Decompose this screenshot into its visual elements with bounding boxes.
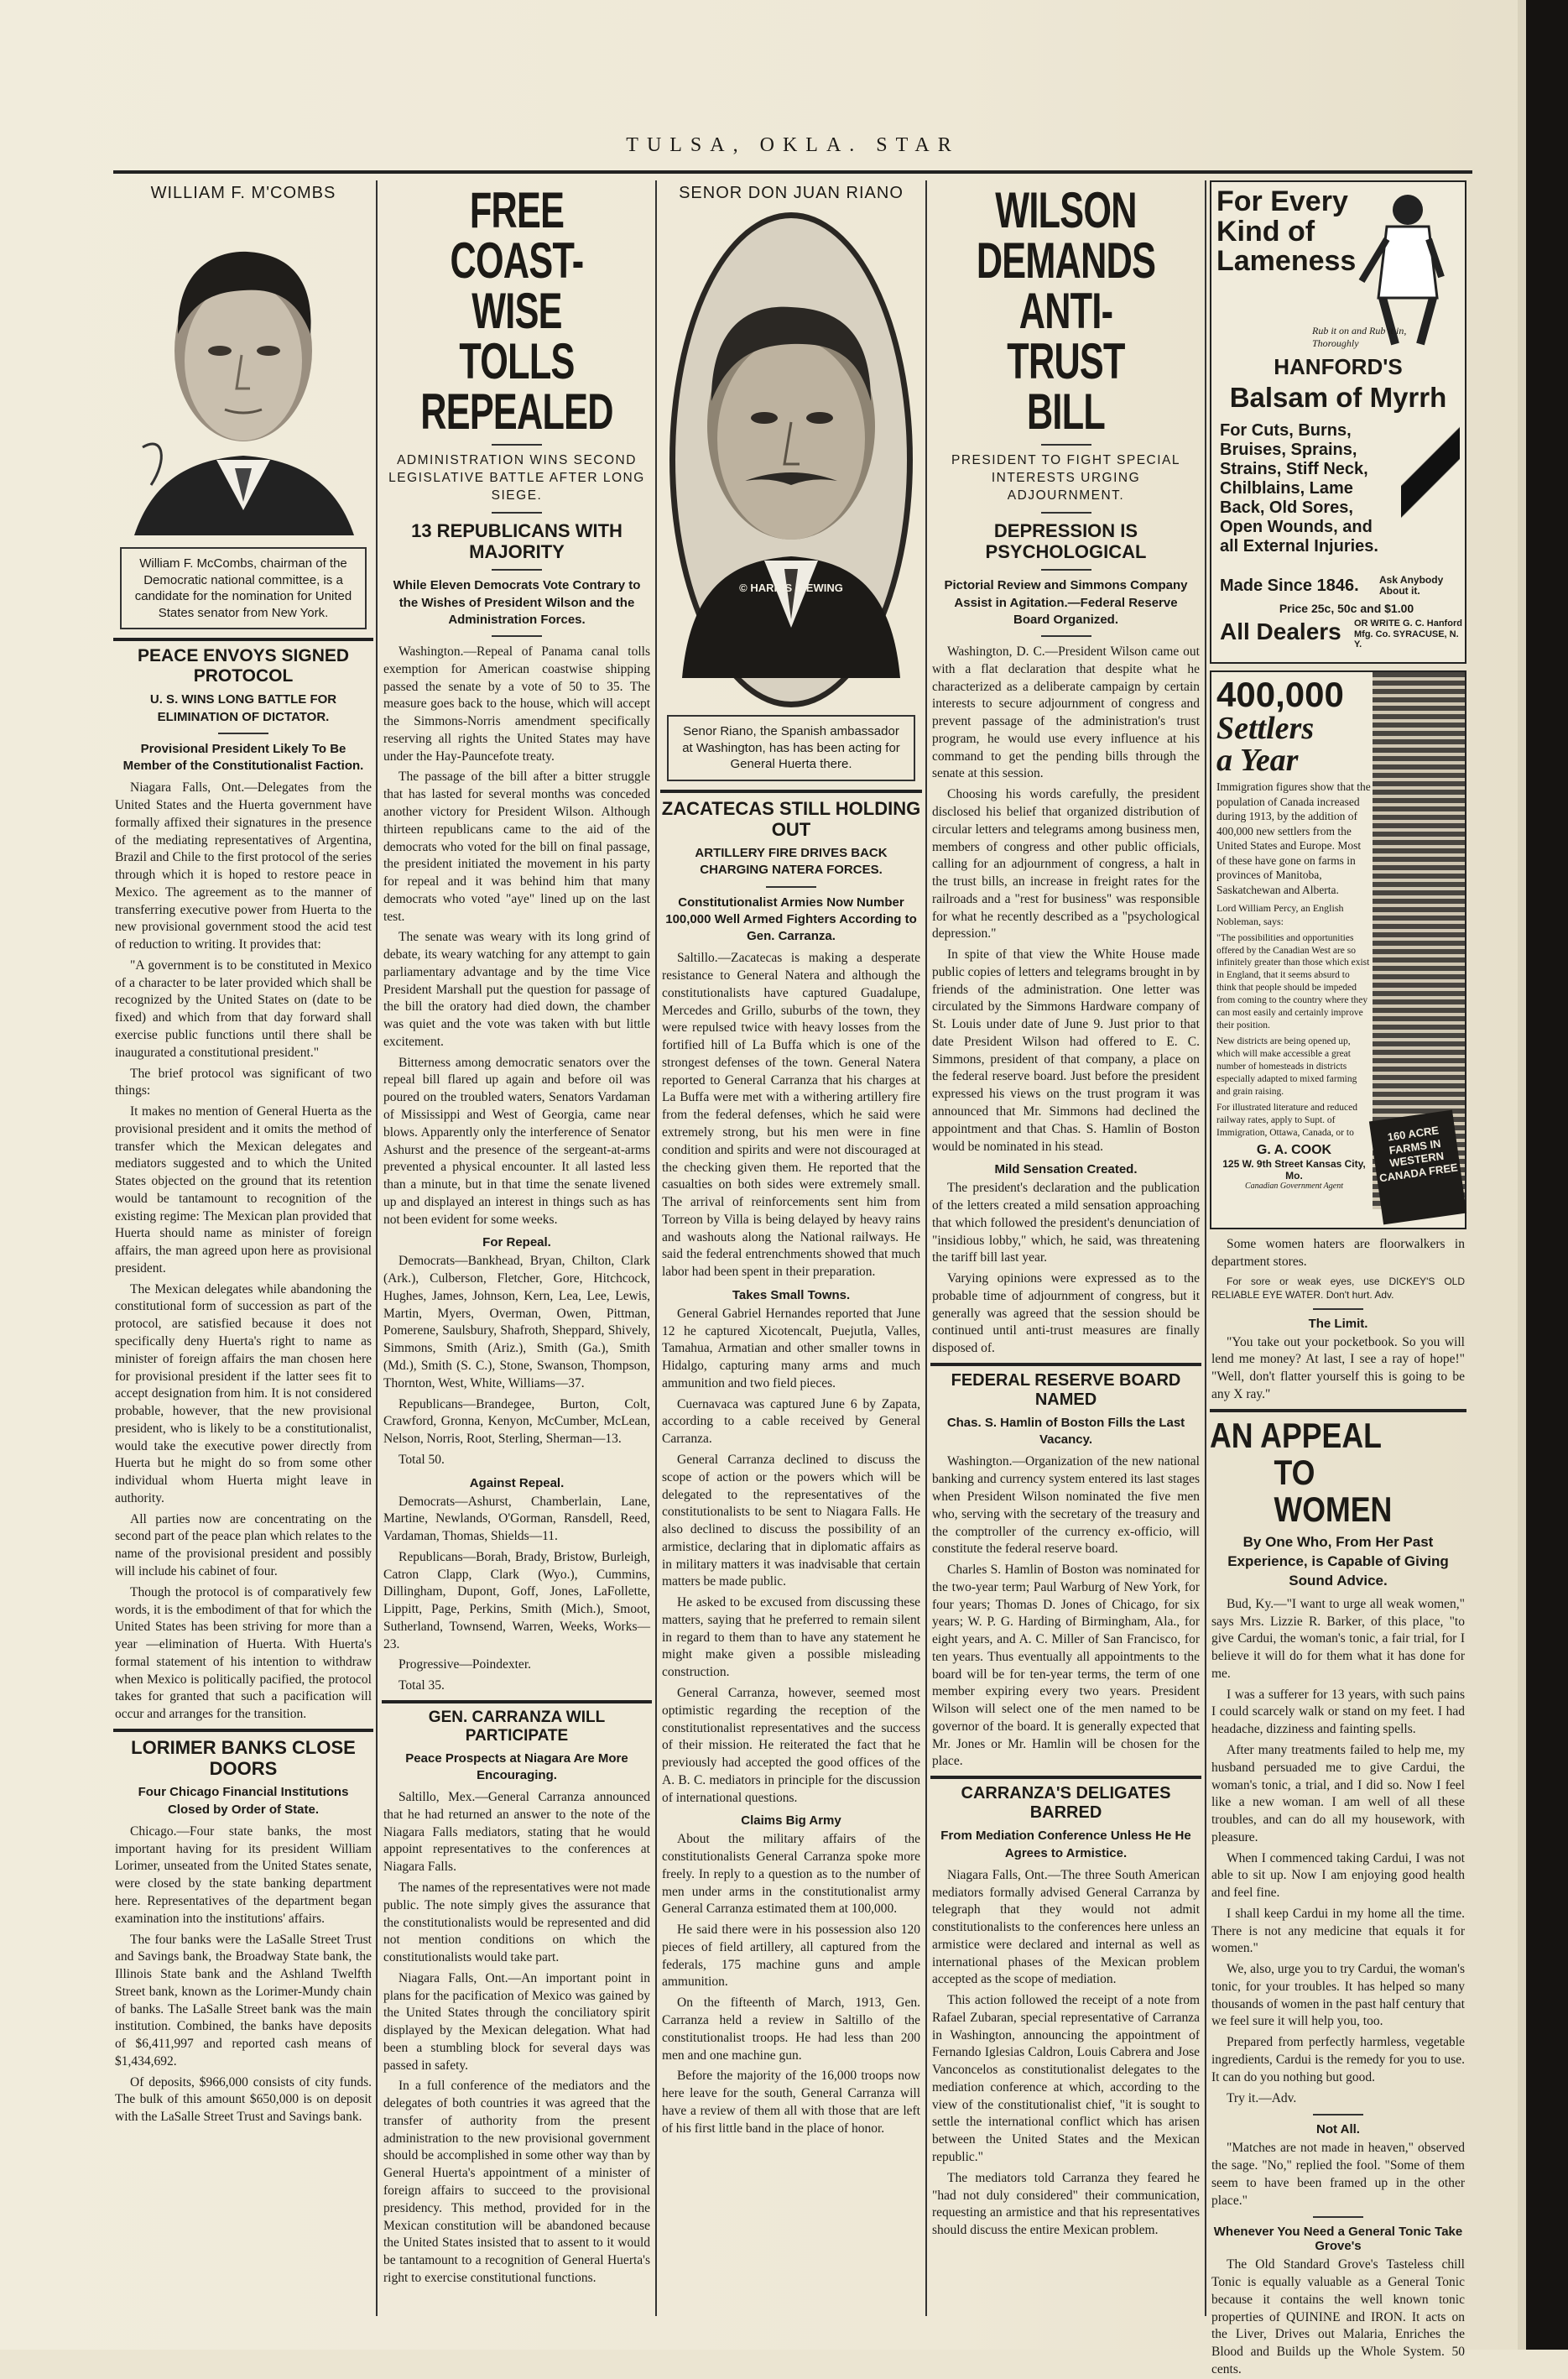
deck: Four Chicago Financial Institutions Closed by Order of State. [138,1785,349,1817]
paragraph: The four banks were the LaSalle Street Trust and Savings bank, the Broadway State bank, the Illinois State bank and the Ashland Twelfth Street bank, known as the Lorimer-Mundy chain of banks. The LaSalle Street bank was the main institution. Combined, the banks have deposits of $6,411,997 and reported cash means of $1,434,692. [115,1932,372,2069]
paragraph: Progressive—Poindexter. [399,1657,531,1672]
column-3 [660,180,922,2324]
headline: PEACE ENVOYS SIGNED PROTOCOL [137,646,350,686]
paragraph: Of deposits, $966,000 consists of city funds. The bulk of this amount $650,000 is on deposit with the LaSalle Street Trust and Savings bank. [115,2074,372,2125]
headline: TOLLS REPEALED [420,333,613,440]
deck-rule [492,569,542,571]
subheading: Whenever You Need a General Tonic Take Grove's [1213,2225,1463,2254]
paragraph: General Carranza declined to discuss the scope of action or the powers which will be delegated to the representatives of the constitutionalists to be sent to Niagara Falls. He also declined to discuss the possibility of an armistice, declaring that in diplomatic affairs as in military matters it was inadvisable that certain matters be made public. [662,1453,920,1589]
paragraph: The passage of the bill after a bitter struggle that has lasted for several months was conceded another victory for President Wilson. Although thirteen republicans came to the aid of the democrats who voted for the bill on final passage, the president initiated the movement in his party for repeal and it was behind him that many democrats who voted "aye" lined up on the last test. [383,770,650,924]
paragraph: Total 50. [399,1452,445,1467]
portrait-riano-frame [665,208,917,712]
paragraph: The senate was weary with its long grind of debate, its weary watching for any attempt to gain parliamentary advantage and by the time Vice President Marshall put the question for passage of the bill the oratory had died down, the chamber was quiet and the vote was taken with but little excitement. [383,930,650,1049]
paragraph: General Carranza, however, seemed most optimistic regarding the reception of the constitutionalist representatives and the success of their mission. He reiterated the fact that he previously had accepted the good offices of the A. B. C. mediators in principle for the discussion of international questions. [662,1685,920,1805]
deck-rule [1041,569,1091,571]
subheading: For Repeal. [482,1235,551,1250]
ad-govt: Canadian Government Agent [1244,1181,1344,1191]
ad-text: "The possibilities and opportunities offered by the Canadian West are so infinitely greater than those which exist in England, that it seems absurd to think that people should be impeded from coming to the country where they can most easily and certainly improve their position. [1216,932,1370,1031]
headline: WILSON DEMANDS [976,182,1156,289]
paragraph: In spite of that view the White House made public copies of letters and telegrams brought in by friends of the administration. One letter was circulated by the Simmons Hardware company of St. Louis under date of June 9. Just prior to that date President Wilson had offered to E. C. Simmons, president of that company, a place on the federal reserve board. Just before the president expressed his views on the trust program it was announced that Mr. Simmons had declined the appointment and that Chas. S. Hamlin of Boston would be nominated in his stead. [932,947,1200,1154]
ad-text: For illustrated literature and reduced railway rates, apply to Supt. of Immigration, Ottawa, Canada, or to [1216,1102,1357,1138]
paragraph: The names of the representatives were not made public. The note simply gives the assurance that the constitutionalists would be represented and did not mention conditions on which the constitutionalists would take part. [383,1881,650,1965]
ad-tagline: Rub it on and Rub it in, Thoroughly [1312,325,1407,349]
page-tear [1518,0,1526,2350]
paragraph: "A government is to be constituted in Mexico of a character to be later provided which shall be recognized by the United States on (date to be fixed) and which from that day forward shall exercise public functions until there shall be inaugurated a constitutional president." [115,957,372,1060]
paragraph: The Old Standard Grove's Tasteless chill Tonic is equally valuable as a General Tonic because it contains the well known tonic properties of QUININE and IRON. It acts on the Liver, Drives out Malaria, Enriches the Blood and Builds up the Whole System. 50 cents. [1211,2257,1465,2376]
ad-heading: For Every [1216,185,1348,217]
column-rule [925,180,927,2316]
deck: Pictorial Review and Simmons Company Assist in Agitation.—Federal Reserve Board Organized. [944,578,1188,627]
deck: Provisional President Likely To Be Member of the Constitutionalist Faction. [122,741,364,774]
ad-dealers: All Dealers [1220,618,1341,644]
deck-rule [1041,635,1091,637]
section-rule [113,1729,373,1732]
masthead-rule [113,170,1472,174]
portrait-label: SENOR DON JUAN RIANO [679,184,904,202]
deck: While Eleven Democrats Vote Contrary to the Wishes of President Wilson and the Administration Forces. [393,578,641,627]
ad-agent: G. A. COOK [1256,1142,1332,1157]
bottle-icon [1401,421,1460,522]
paragraph: The brief protocol was significant of two things: [115,1066,372,1098]
paragraph: Saltillo, Mex.—General Carranza announced that he had returned an answer to the note of the Niagara Falls mediators, stating that he would appoint representatives to the conferences at Niagara Falls. [383,1790,650,1875]
ad-heading: Kind of [1216,215,1315,248]
deck: Constitutionalist Armies Now Number 100,000 Well Armed Fighters According to Gen. Carranza. [665,895,917,944]
section-rule [660,790,922,793]
section-rule [930,1363,1201,1366]
paragraph: Saltillo.—Zacatecas is making a desperate resistance to General Natera and although the constitutionalists have captured Guadalupe, Mercedes and Grillo, suburbs of the town, they were repulsed twice with heavy losses from the fortified hill of La Buffa which is one of the strongest defenses of the town. General Natera reported to General Carranza that his charges at La Buffa were met with a withering artillery fire from the federal defenses, which he said were extremely strong, but his men were in fine condition and spirits and were not discouraged at the checking given them. He reported that the casualties on both sides were extremely small. The arrival of reinforcements sent him from Torreon by Villa is being delayed by heavy rains and washouts along the National railways. He said the federal entrenchments showed that much labor had been spent in their preparation. [662,951,920,1280]
deck-rule [1313,1308,1363,1310]
article-body [1211,1596,1465,2107]
ad-uses: For Cuts, Burns, Bruises, Sprains, Strains, Stiff Neck, Chilblains, Lame Back, Old Sores, Open Wounds, and all External Injuries. [1220,421,1378,556]
photo-credit: © HARRIS & EWING [739,582,843,594]
paragraph: He asked to be excused from discussing these matters, saying that he preferred to remain silent in regard to them than to have any statement he might make given a possible misleading construction. [662,1595,920,1680]
subheading: The Limit. [1308,1316,1368,1331]
article-body [1211,1334,1465,1404]
paragraph: Charles S. Hamlin of Boston was nominated for the two-year term; Paul Warburg of New York, for four years; Thomas D. Jones of Chicago, for six years; W. P. G. Harding of Birmingham, Ala., for eight years, and A. C. Miller of San Francisco, for ten years. Thus eventually all appointments to the board will be for ten-year terms, the term of one member expiring every two years. President Wilson will select one of the men named to be governor of the board. It is generally expected that Mr. Jones or Mr. Hamlin will be chosen for the place. [932,1563,1200,1769]
paragraph: Total 35. [399,1678,445,1693]
article-body [932,644,1200,1156]
paragraph: Try it.—Adv. [1227,2090,1297,2105]
article-body [932,1453,1200,1771]
appeal-headline: TO WOMEN [1274,1452,1393,1529]
deck-rule [218,733,268,734]
ad-text: New districts are being opened up, which will make accessible a great number of homesteads in districts especially adapted to mixed farming and grain raising. [1216,1036,1357,1097]
paragraph: I was a sufferer for 13 years, with such pains I could scarcely walk or stand on my feet. I had headache, dizziness and fainting spells. [1211,1687,1465,1737]
column-rule [655,180,657,2316]
article-body [1211,2140,1465,2209]
section-rule [930,1776,1201,1779]
hanfords-ad [1210,180,1466,664]
portrait-caption: William F. McCombs, chairman of the Democratic national committee, is a candidate for the nomination for United States senator from New York. [120,547,367,629]
appeal-headline: AN APPEAL [1210,1415,1382,1455]
paragraph: Washington, D. C.—President Wilson came out with a flat declaration that despite what he characterized as a deliberate campaign by certain interests to secure adjournment of congress and prevent passage of the administration's trust program, he would use every influence at his command to get the pending bills through the senate at this session. [932,644,1200,781]
paragraph: It makes no mention of General Huerta as the provisional president and it omits the method of transfer which the Mexican delegates and mediators suggested and to which the United States objected on the ground that its retention would be tantamount to recognition of the existing regime: The Mexican plan provided that Huerta should name as minister of foreign affairs, the man agreed upon here as provisional president. [115,1104,372,1276]
column-4 [930,180,1201,2324]
ad-address: 125 W. 9th Street Kansas City, Mo. [1222,1157,1366,1182]
paragraph: Choosing his words carefully, the president disclosed his belief that organized distribution of circular letters and telegrams among business men, members of congress and other public officials, calling for an adjournment of congress, a halt in the trust bills, an increase in freight rates for the railroads and a "rest for business" was responsible for what he recently described as a "psychological depression." [932,787,1200,942]
paragraph: The president's declaration and the publication of the letters created a mild sensation approaching that which followed the president's denunciation of "insidious lobby," which, he said, was threatening the tariff bill last year. [932,1181,1200,1265]
section-rule [113,638,373,641]
paragraph: Bud, Ky.—"I want to urge all weak women," says Mrs. Lizzie R. Barker, of this place, "to give Cardui, the woman's tonic, a fair trial, for I believe it will do for them what it has done for me. [1211,1596,1465,1681]
deck: ADMINISTRATION WINS SECOND LEGISLATIVE BATTLE AFTER LONG SIEGE. [388,453,645,503]
headline: CARRANZA'S DELIGATES BARRED [961,1784,1171,1823]
deck: Peace Prospects at Niagara Are More Encouraging. [405,1750,628,1782]
paragraph: Washington.—Repeal of Panama canal tolls exemption for American coastwise shipping passed the senate by a vote of 50 to 35. The measure goes back to the house, which will accept the Simmons-Norris amendment specifically reserving all rights the United States may have under the Hay-Pauncefote treaty. [383,644,650,764]
column-2 [382,180,652,2324]
deck: ARTILLERY FIRE DRIVES BACK CHARGING NATERA FORCES. [695,846,888,878]
ad-ask: Ask Anybody About it. [1379,574,1444,597]
portrait-caption: Senor Riano, the Spanish ambassador at Washington, has has been acting for General Huerta there. [667,715,915,781]
paragraph: Washington.—Organization of the new national banking and currency system entered its last stages when President Wilson nominated the five men who, serving with the secretary of the treasury and the comptroller of the currency ex-officio, will constitute the federal reserve board. [932,1454,1200,1557]
ad-text: Immigration figures show that the population of Canada increased during 1913, by the addition of 400,000 new settlers from the United States and Europe. Most of these have gone on farms in provinces of Manitoba, Saskatchewan and Alberta. [1216,780,1371,896]
column-1 [113,180,373,2324]
article-body [932,1180,1200,1358]
deck-rule [492,635,542,637]
headline: GEN. CARRANZA WILL PARTICIPATE [428,1708,606,1745]
paragraph: "Matches are not made in heaven," observed the sage. "No," replied the fool. "Some of them seem to have been framed up in the other place." [1211,2141,1465,2208]
paragraph: Niagara Falls, Ont.—The three South American mediators formally advised General Carranza by telegraph that they would not admit constitutionalists to the conferences here unless an armistice were declared and internal as well as international phases of the Mexican problem accepted as the scope of mediation. [932,1867,1200,1987]
ad-text: Lord William Percy, an English Nobleman, says: [1216,902,1344,927]
ad-maker: OR WRITE G. C. Hanford Mfg. Co. SYRACUSE, N. Y. [1354,618,1462,650]
paragraph: After many treatments failed to help me, my husband persuaded me to give Cardui, the woman's tonic, a trial, and I did so. Now I feel like a new woman. I am well of all these troubles, and can do all my housework, with pleasure. [1211,1742,1465,1844]
column-rule [1205,180,1206,2316]
paragraph: Chicago.—Four state banks, the most important having for its president William Lorimer, unseated from the United States senate, were closed by the state banking department here. Representatives of the department began examination into the institutions' affairs. [115,1823,372,1926]
paragraph: Prepared from perfectly harmless, vegetable ingredients, Cardui is the remedy for you to use. It can do you nothing but good. [1211,2035,1465,2084]
ad-heading: 400,000 [1216,675,1344,714]
paragraph: The mediators told Carranza they feared he "had not duly considered" their communication, requesting an armistice and that his representatives should discuss the entire Mexican problem. [932,2170,1200,2238]
paragraph: This action followed the receipt of a note from Rafael Zubaran, special representative of Carranza in Washington, announcing the appointment of Fernando Iglesias Caldron, Louis Cabrera and Jose Vanconcelos as constitutionalist delegates to the mediation conference at which, according to the view of the constitutionalist chief, "it is sought to settle the international conflict which has arisen between the United States and the Mexican republic." [932,1993,1200,2164]
paragraph: Democrats—Bankhead, Bryan, Chilton, Clark (Ark.), Culberson, Fletcher, Gore, Hitchcock, Hughes, James, Johnson, Kern, Lea, Lee, Lewis, Martin, Myers, Overman, Owen, Pittman, Pomerene, Saulsbury, Shafroth, Sheppard, Shively, Simmons, Smith (Ariz.), Smith (Ga.), Smith (Md.), Smith (S. C.), Stone, Swanson, Thompson, Thornton, West, White, Williams—37. [383,1254,650,1390]
article-body [662,950,920,1281]
subheading: Against Repeal. [469,1475,565,1490]
paragraph: General Gabriel Hernandes reported that June 12 he captured Xicotencalt, Puejutla, Valles, Tamahua, Armatian and other smaller towns in Hidalgo, capturing many arms and much ammunition and two field pieces. [662,1306,920,1390]
paragraph: Niagara Falls, Ont.—An important point in plans for the pacification of Mexico was gained by the United States through the conciliatory spirit displayed by the Mexican delegation. What had been a stumbling block for several days was passed in safety. [383,1970,650,2073]
deck-rule [1041,444,1091,446]
deck: From Mediation Conference Unless He He Agrees to Armistice. [940,1829,1191,1860]
headline: 13 REPUBLICANS WITH MAJORITY [411,519,623,563]
scan-edge [1523,0,1568,2350]
ad-brand: HANFORD'S [1274,354,1403,379]
paragraph: About the military affairs of the constitutionalists General Carranza spoke more freely. In reply to a question as to the number of men under arms in the constitutionalist army General Carranza estimated them at 100,000. [662,1832,920,1917]
paragraph: All parties now are concentrating on the second part of the peace plan which relates to the name of the provisional president and possibly will include his cabinet of four. [115,1511,372,1578]
ad-heading: Lameness [1216,245,1357,278]
paragraph: Niagara Falls, Ont.—Delegates from the United States and the Huerta government have formally affixed their signatures in the presence of the mediating representatives of Argentina, Brazil and Chile to the first protocol of the series through which it is hoped to restore peace in Mexico. The agreement as to the manner of transferring executive power from Huerta to the new provisional government stood the acid test of reduction to writing. It provides that: [115,780,372,952]
paragraph: Republicans—Borah, Brady, Bristow, Burleigh, Catron Clapp, Clark (Wyo.), Cummins, Dillingham, Dupont, Goff, Jones, LaFollette, Lippitt, Page, Perkins, Smith (Mich.), Smoot, Sutherland, Townsend, Warren, Weeks, Works—23. [383,1549,650,1651]
paragraph: Before the majority of the 16,000 troops now here leave for the south, General Carranza will have a review of them all with those that are left of his first little band in the place of honor. [662,2069,920,2136]
article-body [383,1789,650,2287]
article-body [115,1823,372,2126]
section-rule [382,1700,652,1703]
paragraph: Bitterness among democratic senators over the repeal bill flared up again and before oil was poured on the troubled waters, Senators Vardaman of Mississippi and West of Georgia, came near blows. Apparently only the interference of Senator Ashurst and the presence of the sergeant-at-arms prevented a physical encounter. It all lasted less than a minute, but in that time the senate livened up and displayed an interest in things such as has not been evident for some weeks. [383,1055,650,1227]
portrait-riano [665,208,917,712]
section-rule [1210,1409,1466,1412]
headline: FREE COAST-WISE [450,182,584,339]
deck-rule [492,512,542,514]
portrait-mccombs [117,208,369,544]
article-body [115,780,372,1724]
paragraph: The Mexican delegates while abandoning the constitutional form of succession as part of the protocol, are satisfied because it does not specifically deny Huerta's right to name as minister of foreign affairs the man chosen here for provisional president if the latter sees fit to accept designation from him. It is not considered probable, however, that the new provisional president, who is likely to be a constitutionalist, would take the executive power directly from Huerta but he might do so from some other individual whom Huerta might leave in authority. [115,1281,372,1505]
column-5 [1210,180,1466,2376]
paragraph: When I commenced taking Cardui, I was not able to sit up. Now I am enjoying good health and feel fine. [1211,1850,1465,1901]
paragraph: We, also, urge you to try Cardui, the woman's tonic, for your troubles. It has helped so many thousands of women in the past half century that we feel sure it will help you, too. [1211,1962,1465,2029]
deck-rule [1313,2114,1363,2116]
article-body [383,1494,650,1695]
ad-brand: Balsam of Myrrh [1229,382,1447,413]
deck-rule [492,444,542,446]
deck-rule [1041,512,1091,514]
subheading: Not All. [1316,2122,1360,2137]
portrait-label: WILLIAM F. M'COMBS [150,184,336,202]
headline: ZACATECAS STILL HOLDING OUT [661,797,921,840]
deck: PRESIDENT TO FIGHT SPECIAL INTERESTS URGING ADJOURNMENT. [951,453,1180,503]
paragraph: Cuernavaca was captured June 6 by Zapata, according to a cable received by General Carranza. [662,1396,920,1447]
paragraph: In a full conference of the mediators and the delegates of both countries it was agreed that the transfer of authority from the present administration to the new provisional government should be accomplished in some other way than by General Huerta's appointment of a minister of foreign affairs to succeed to the provisional presidency. This method, provided for in the Mexican constitution will be abandoned because the United States insisted that to assent to it would be tantamount to a recognition of General Huerta's right to exercise constitutional functions. [383,2079,650,2285]
paragraph: On the fifteenth of March, 1913, Gen. Carranza held a review in Saltillo of the constitutionalist troops. He had less than 200 men and one machine gun. [662,1996,920,2063]
subheading: Mild Sensation Created. [994,1162,1138,1177]
paragraph: Some women haters are floorwalkers in department stores. [1211,1237,1465,1269]
ad-heading: a Year [1216,743,1299,778]
headline: LORIMER BANKS CLOSE DOORS [131,1736,356,1780]
column-rule [376,180,378,2316]
headline: FEDERAL RESERVE BOARD NAMED [951,1370,1181,1409]
paragraph: Though the protocol is of comparatively few words, it is the embodiment of that for which the United States has been striving for more than a year —elimination of Huerta. With Huerta's formal statement of his intention to withdraw when Mexico is politically pacified, the protocol takes for granted that such a pacification will occur and arranges for the transition. [115,1584,372,1722]
article-body [383,644,650,1229]
article-body [662,1306,920,1807]
canada-ad [1210,670,1466,1229]
ad-price: Price 25c, 50c and $1.00 [1279,602,1414,615]
deck: By One Who, From Her Past Experience, is Capable of Giving Sound Advice. [1227,1534,1449,1589]
headline: ANTI-TRUST BILL [1007,283,1125,440]
article-body [932,1867,1200,2240]
eyewater-ad: For sore or weak eyes, use DICKEY'S OLD RELIABLE EYE WATER. Don't hurt. Adv. [1211,1275,1465,1301]
subheading: Takes Small Towns. [732,1287,851,1302]
filler [1211,1236,1465,1302]
free-farms-badge: 160 ACRE FARMS IN WESTERN CANADA FREE [1369,1110,1466,1225]
paragraph: He said there were in his possession also 120 pieces of field artillery, all captured from the federals, 175 machine guns and ample ammunition. [662,1923,920,1990]
deck: U. S. WINS LONG BATTLE FOR ELIMINATION OF DICTATOR. [149,692,337,724]
ad-since: Made Since 1846. [1220,576,1359,595]
deck: Chas. S. Hamlin of Boston Fills the Last Vacancy. [946,1415,1185,1448]
ad-heading: Settlers [1216,711,1315,746]
paragraph: "You take out your pocketbook. So you will lend me money? At last, I see a ray of hope!" "Well, don't flatter yourself this is going to be any X ray." [1211,1334,1465,1401]
paragraph: Democrats—Ashurst, Chamberlain, Lane, Martine, Newlands, O'Gorman, Ransdell, Reed, Vardaman, Thomas, Shields—11. [383,1494,650,1544]
deck-rule [1313,2216,1363,2218]
masthead: TULSA, OKLA. STAR [626,134,960,156]
paragraph: Republicans—Brandegee, Burton, Colt, Crawford, Gronna, Kenyon, McCumber, McLean, Nelson, Norris, Root, Sterling, Sherman—13. [383,1396,650,1447]
paragraph: I shall keep Cardui in my home all the time. There is not any medicine that equals it for women." [1211,1906,1465,1956]
deck-rule [766,886,816,888]
article-body [383,1253,650,1469]
subheading: Claims Big Army [741,1813,841,1829]
article-body [662,1831,920,2137]
paragraph: Varying opinions were expressed as to the probable time of adjournment of congress, but it generally was agreed that the session should be continued until anti-trust measures are finally disposed of. [932,1271,1200,1356]
article-body [1211,2256,1465,2378]
headline: DEPRESSION IS PSYCHOLOGICAL [985,519,1147,563]
